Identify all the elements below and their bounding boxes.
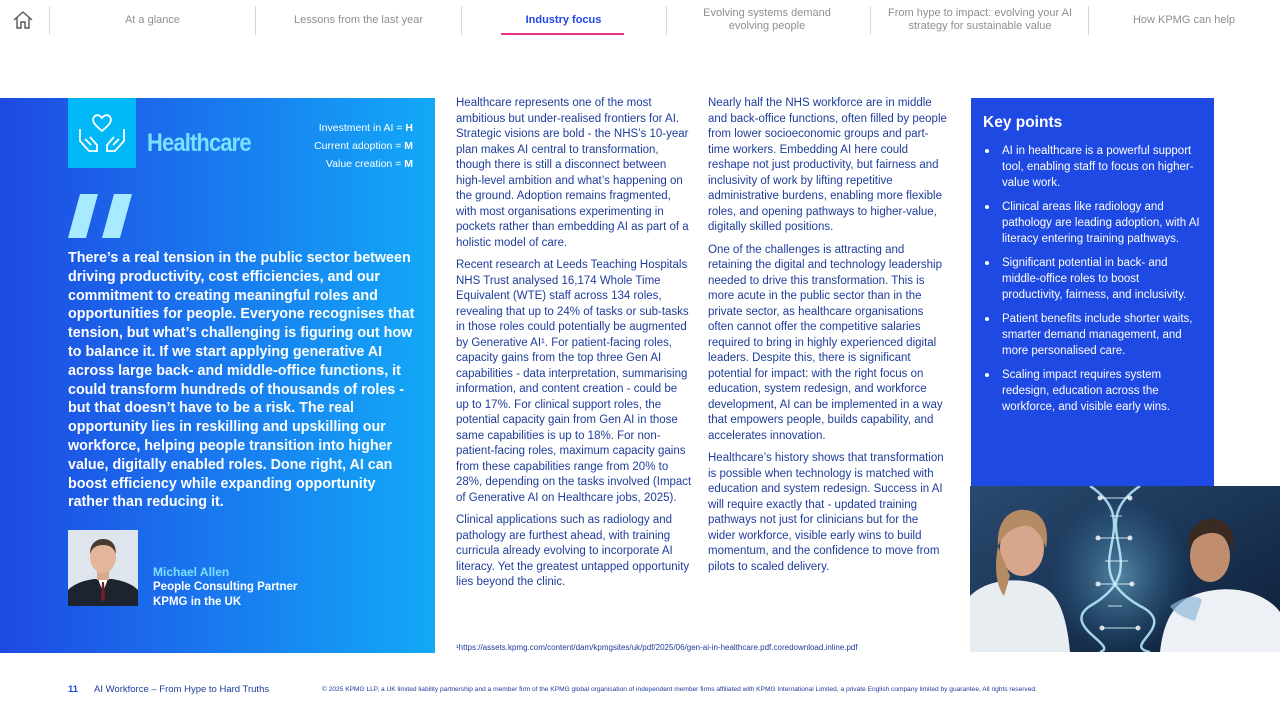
home-icon	[12, 10, 34, 30]
metric-investment: Investment in AI = H	[318, 122, 413, 134]
document-title: AI Workforce – From Hype to Hard Truths	[94, 684, 270, 695]
key-point-item: Patient benefits include shorter waits, smarter demand management, and more personalised care.	[983, 311, 1202, 359]
nav-divider	[870, 6, 871, 35]
metric-value-creation: Value creation = M	[325, 158, 413, 170]
nav-tab-evolving-systems[interactable]: Evolving systems demand evolving people	[703, 7, 831, 32]
key-points-title: Key points	[983, 114, 1063, 131]
person-role: People Consulting Partner	[153, 581, 298, 593]
person-title	[153, 580, 297, 610]
quote-text: There’s a real tension in the public sector between driving productivity, cost efficiencies, and our commitment to creating meaningful roles and opportunities for people. Everyone recognises that tension, but what’s challenging is figuring out how to balance it. If we start applying generative AI across large back- and middle-office functions, it could transform hundreds of thousands of roles - but that doesn’t have to be a risk. The real opportunity lies in reskilling and upskilling our workforce, helping people transition into higher value, digitally enabled roles. Done right, AI can boost efficiency while expanding opportunity rather than reducing it.	[68, 250, 415, 511]
key-point-item: Significant potential in back- and middle-office roles to boost productivity, fairness, and inclusivity.	[983, 255, 1202, 303]
person-name: Michael Allen	[153, 565, 230, 579]
nav-tab-industry-focus[interactable]: Industry focus	[525, 13, 602, 26]
nav-tab-at-a-glance[interactable]: At a glance	[124, 13, 181, 26]
sector-metrics	[314, 119, 413, 173]
paragraph: Nearly half the NHS workforce are in middle and back-office functions, often filled by people from lower socioeconomic groups and part-time workers. Embedding AI here could reshape not just productivity, but fairness and inclusivity of work by lifting repetitive administrative burdens, enabling more flexible roles, and opening pathways to higher-value, digitally skilled positions.	[708, 97, 947, 233]
scientists-photo	[970, 486, 1280, 652]
sector-title: Healthcare	[147, 129, 251, 157]
paragraph: Recent research at Leeds Teaching Hospitals NHS Trust analysed 16,174 Whole Time Equivalent (WTE) staff across 134 roles, revealing that up to 24% of tasks or sub-tasks in those roles could potentially be augmented by Generative AI¹. For patient-facing roles, capacity gains from the top three Gen AI capabilities - data interpretation, summarising information, and content creation - could be up to 17%. For clinical support roles, the potential capacity gain from Gen AI in those same capabilities is up to 18%. For non-patient-facing roles, maximum capacity gains from these capabilities range from 20% to 28%, depending on the tasks involved (Impact of Generative AI on Healthcare jobs, 2025).	[456, 259, 692, 504]
nav-tab-lessons[interactable]: Lessons from the last year	[293, 13, 423, 26]
key-point-item: AI in healthcare is a powerful support tool, enabling staff to focus on higher-value work.	[983, 143, 1202, 191]
nav-tab-how-kpmg-can-help[interactable]: How KPMG can help	[1132, 13, 1236, 26]
key-points-list	[983, 143, 1202, 415]
paragraph: One of the challenges is attracting and retaining the digital and technology leadership needed to drive this transformation. This is more acute in the public sector than in the private sector, as healthcare organisations often cannot offer the competitive salaries required to bring in highly experienced digital leaders. Despite this, there is significant potential for impact: with the right focus on education, system redesign, and workforce development, AI can be implemented in a way that empowers people, builds capability, and accelerates innovation.	[708, 243, 943, 442]
key-point-item: Clinical areas like radiology and pathology are leading adoption, with AI literacy entering training pathways.	[983, 199, 1202, 247]
avatar	[68, 530, 138, 606]
nav-tab-hype-to-impact[interactable]: From hype to impact: evolving your AI strategy for sustainable value	[887, 7, 1073, 32]
key-point-item: Scaling impact requires system redesign, education across the workforce, and visible early wins.	[983, 367, 1202, 415]
home-button[interactable]	[12, 10, 34, 30]
heart-hands-icon	[77, 109, 127, 157]
key-points-panel	[971, 98, 1214, 486]
paragraph: Healthcare represents one of the most ambitious but under-realised frontiers for AI. Strategic visions are bold - the NHS’s 10-year plan makes AI central to transformation, though there is still a disconnect between high-level ambition and what’s happening on the ground. Adoption remains fragmented, with most organisations experimenting in pockets rather than embedding AI as part of a holistic model of care.	[456, 97, 689, 249]
page-number: 11	[68, 684, 79, 695]
quote-mark-icon	[68, 194, 138, 238]
paragraph: Clinical applications such as radiology and pathology are furthest ahead, with training curricula already evolving to incorporate AI literacy. Yet the greatest untapped opportunity lies beyond the clinic.	[456, 514, 690, 588]
person-organisation: KPMG in the UK	[153, 596, 242, 608]
metric-adoption: Current adoption = M	[314, 140, 413, 152]
top-navigation	[0, 0, 1280, 40]
active-tab-underline	[501, 33, 624, 35]
sector-panel	[0, 98, 435, 653]
body-column-1	[456, 96, 692, 598]
copyright-notice: © 2025 KPMG LLP, a UK limited liability partnership and a member firm of the KPMG global organisation of independent member firms affiliated with KPMG International Limited, a private English company limited by guarantee. All rights reserved.	[322, 686, 1037, 693]
sector-icon-box	[68, 98, 136, 168]
paragraph: Healthcare’s history shows that transformation is possible when technology is matched with education and system redesign. Success in AI will require exactly that - updated training pathways not just for clinicians but for the wider workforce, visible early wins to build momentum, and the confidence to move from pilots to scaled delivery.	[708, 452, 944, 573]
footnote-link[interactable]: ¹https://assets.kpmg.com/content/dam/kpmgsites/uk/pdf/2025/06/gen-ai-in-healthcare.pdf.coredownload.inline.pdf	[456, 643, 858, 652]
body-column-2	[708, 96, 948, 582]
nav-divider	[666, 6, 667, 35]
